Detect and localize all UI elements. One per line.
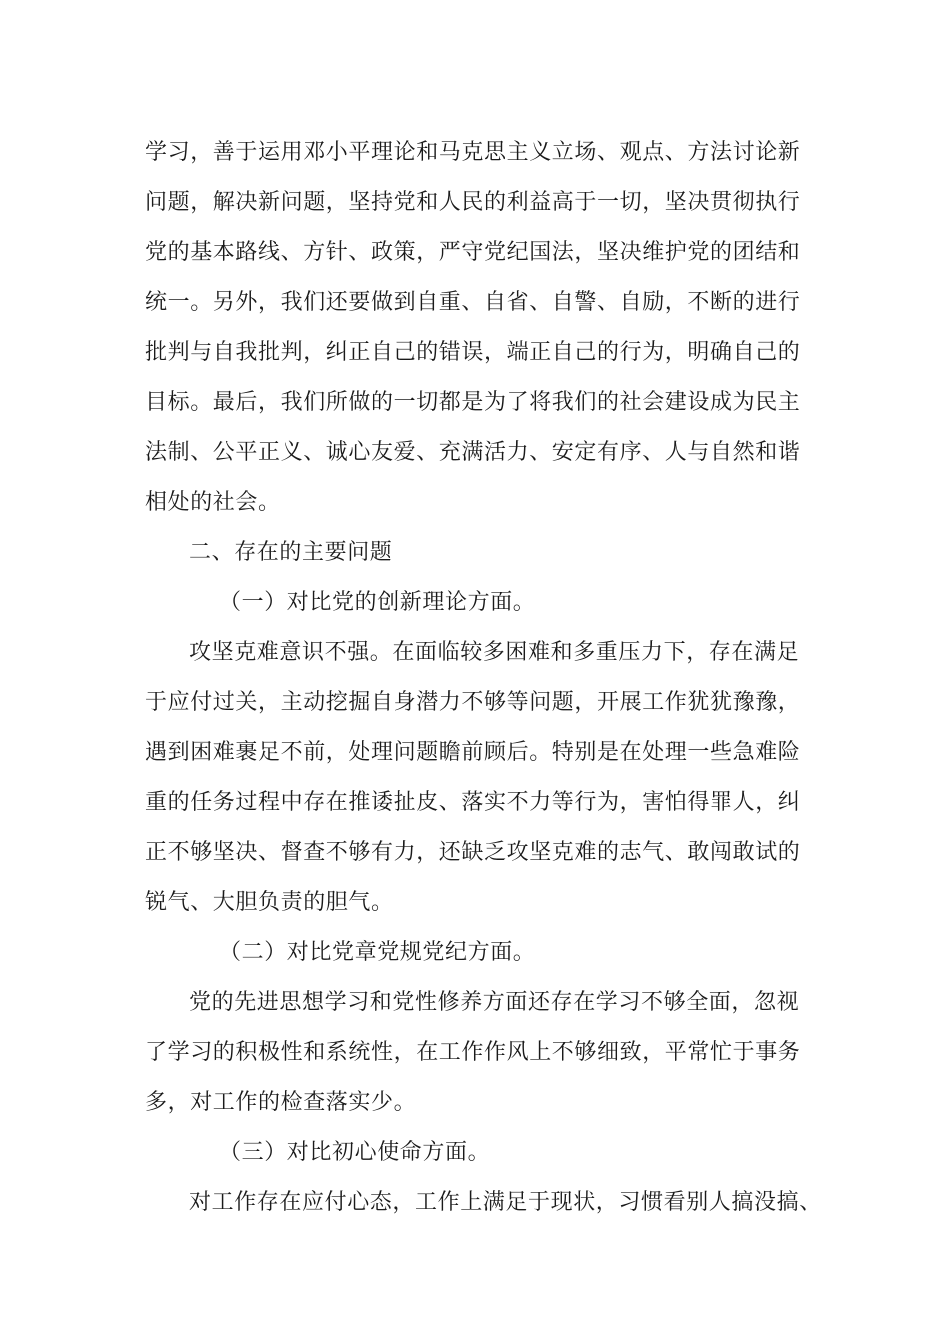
text-line: 目标。最后，我们所做的一切都是为了将我们的社会建设成为民主 — [145, 390, 801, 415]
paragraph-start-line: 攻坚克难意识不强。在面临较多困难和多重压力下，存在满足 — [189, 640, 800, 665]
paragraph-start-line: 对工作存在应付心态，工作上满足于现状，习惯看别人搞没搞、 — [189, 1190, 822, 1215]
subsection-heading: （三）对比初心使命方面。 — [219, 1140, 491, 1165]
text-line: 问题，解决新问题，坚持党和人民的利益高于一切，坚决贯彻执行 — [145, 190, 801, 215]
text-line: 法制、公平正义、诚心友爱、充满活力、安定有序、人与自然和谐 — [145, 440, 801, 465]
text-line: 遇到困难裹足不前，处理问题瞻前顾后。特别是在处理一些急难险 — [145, 740, 801, 765]
document-body — [145, 128, 835, 1228]
text-line: 锐气、大胆负责的胆气。 — [145, 890, 394, 915]
subsection-heading: （二）对比党章党规党纪方面。 — [219, 940, 536, 965]
text-line: 批判与自我批判，纠正自己的错误，端正自己的行为，明确自己的 — [145, 340, 801, 365]
text-line: 相处的社会。 — [145, 490, 281, 515]
text-line: 学习，善于运用邓小平理论和马克思主义立场、观点、方法讨论新 — [145, 140, 801, 165]
paragraph-start-line: 党的先进思想学习和党性修养方面还存在学习不够全面，忽视 — [189, 990, 800, 1015]
text-line: 于应付过关，主动挖掘自身潜力不够等问题，开展工作犹犹豫豫， — [145, 690, 801, 715]
text-line: 了学习的积极性和系统性，在工作作风上不够细致，平常忙于事务 — [145, 1040, 801, 1065]
text-line: 统一。另外，我们还要做到自重、自省、自警、自励，不断的进行 — [145, 290, 801, 315]
section-heading: 二、存在的主要问题 — [189, 540, 393, 565]
text-line: 重的任务过程中存在推诿扯皮、落实不力等行为，害怕得罪人，纠 — [145, 790, 801, 815]
text-line: 多，对工作的检查落实少。 — [145, 1090, 417, 1115]
subsection-heading: （一）对比党的创新理论方面。 — [219, 590, 536, 615]
text-line: 正不够坚决、督查不够有力，还缺乏攻坚克难的志气、敢闯敢试的 — [145, 840, 801, 865]
text-line: 党的基本路线、方针、政策，严守党纪国法，坚决维护党的团结和 — [145, 240, 801, 265]
